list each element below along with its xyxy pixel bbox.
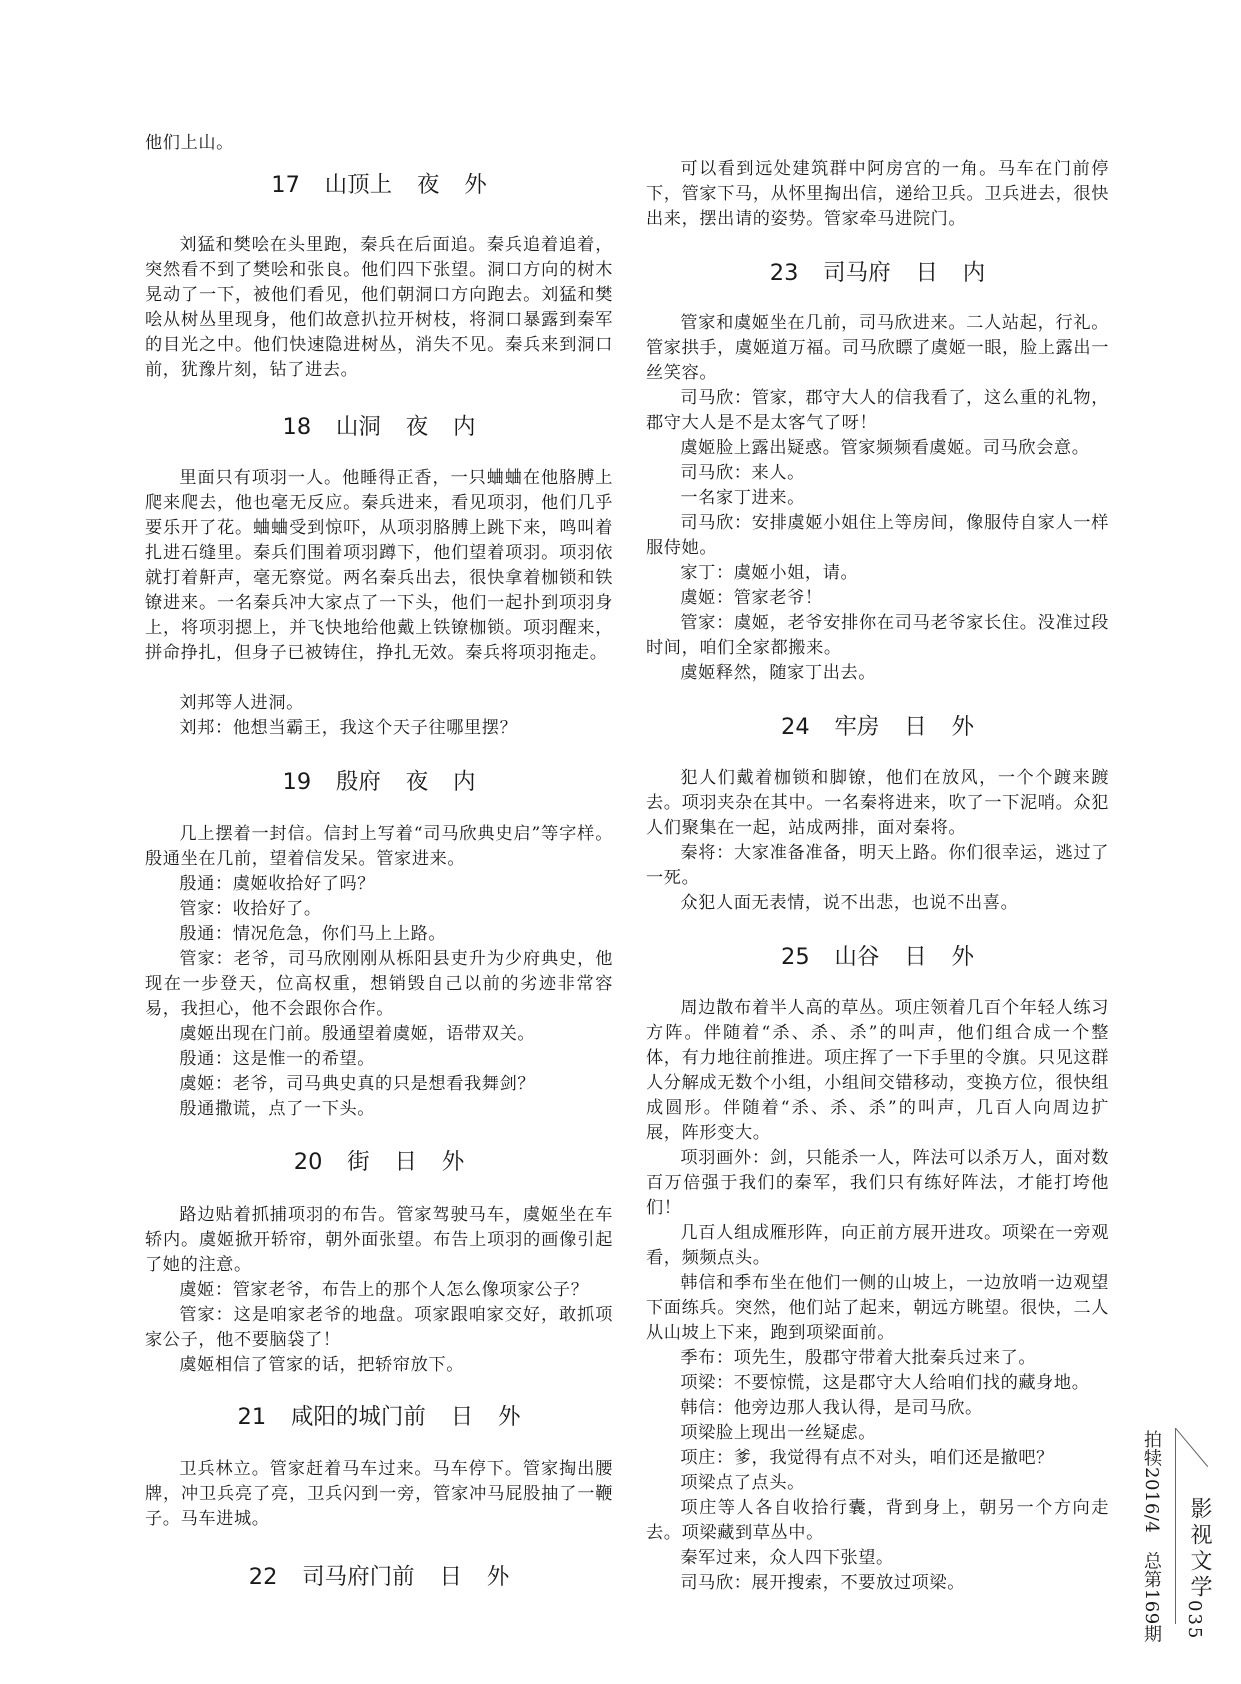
scene-interior-exterior: 外 (441, 1149, 465, 1175)
scene-place: 山洞 (335, 414, 381, 440)
paragraph: 管家和虞姬坐在几前，司马欣进来。二人站起，行礼。管家拱手，虞姬道万福。司马欣瞟了虞姬一眼，脸上露出一丝笑容。 (646, 313, 1109, 383)
scene-time: 夜 (405, 769, 429, 795)
paragraph: 他们上山。 (145, 133, 234, 153)
scene-number: 22 (248, 1564, 278, 1590)
paragraph: 项羽画外：剑，只能杀一人，阵法可以杀万人，面对数百万倍强于我们的秦军，我们只有练好阵法，才能打垮他们！ (646, 1148, 1109, 1218)
paragraph: 一名家丁进来。 (680, 488, 805, 508)
paragraph: 司马欣：安排虞姬小姐住上等房间，像服侍自家人一样服侍她。 (646, 513, 1109, 558)
paragraph: 虞姬释然，随家丁出去。 (680, 663, 877, 683)
scene-interior-exterior: 外 (486, 1564, 510, 1590)
paragraph: 殷通：虞姬收拾好了吗？ (179, 874, 376, 894)
scene-number: 20 (293, 1149, 323, 1175)
paragraph: 刘邦：他想当霸王，我这个天子往哪里摆？ (179, 718, 518, 738)
paragraph: 里面只有项羽一人。他睡得正香，一只蛐蛐在他胳膊上爬来爬去，他也毫无反应。秦兵进来，看见项羽，他们几乎要乐开了花。蛐蛐受到惊吓，从项羽胳膊上跳下来，鸣叫着扎进石缝里。秦兵们围着项羽蹲下，他们望着项羽。项羽依就打着鼾声，毫无察觉。两名秦兵出去，很快拿着枷锁和铁镣进来。一名秦兵冲大家点了一下头，他们一起扑到项羽身上，将项羽摁上，并飞快地给他戴上铁镣枷锁。项羽醒来，拼命挣扎，但身子已被铸住，挣扎无效。秦兵将项羽拖走。 (145, 468, 613, 663)
paragraph: 几上摆着一封信。信封上写着“司马欣典史启”等字样。殷通坐在几前，望着信发呆。管家进来。 (145, 824, 613, 869)
scene-time: 日 (394, 1149, 417, 1175)
page-number: 035 (1184, 1600, 1205, 1641)
paragraph: 殷通撒谎，点了一下头。 (179, 1099, 376, 1119)
paragraph: 韩信和季布坐在他们一侧的山坡上，一边放哨一边观望下面练兵。突然，他们站了起来，朝远方眺望。很快，二人从山坡上下来，跑到项梁面前。 (646, 1273, 1109, 1343)
paragraph: 虞姬：管家老爷！ (680, 588, 823, 608)
paragraph: 犯人们戴着枷锁和脚镣，他们在放风，一个个踱来踱去。项羽夹杂在其中。一名秦将进来，吹了一下泥哨。众犯人们聚集在一起，站成两排，面对秦将。 (646, 768, 1109, 838)
paragraph: 项梁点了点头。 (680, 1473, 805, 1493)
scene-number: 17 (271, 172, 300, 198)
paragraph: 项庄等人各自收拾行囊，背到身上，朝另一个方向走去。项梁藏到草丛中。 (646, 1498, 1109, 1543)
scene-interior-exterior: 内 (452, 414, 476, 440)
scene-number: 23 (769, 260, 799, 286)
scene-interior-exterior: 内 (962, 260, 986, 286)
scene-time: 日 (915, 260, 938, 286)
paragraph: 殷通：这是惟一的希望。 (179, 1049, 376, 1069)
paragraph: 刘邦等人进洞。 (179, 693, 304, 713)
paragraph: 项梁：不要惊慌，这是郡守大人给咱们找的藏身地。 (680, 1373, 1090, 1393)
paragraph: 秦将：大家准备准备，明天上路。你们很幸运，逃过了一死。 (646, 843, 1109, 888)
paragraph: 管家：虞姬，老爷安排你在司马老爷家长住。没准过段时间，咱们全家都搬来。 (646, 613, 1109, 658)
scene-heading-24 (646, 712, 1109, 742)
scene-place: 司马府 (823, 260, 891, 286)
paragraph: 卫兵林立。管家赶着马车过来。马车停下。管家掏出腰牌，冲卫兵亮了亮，卫兵闪到一旁，管家冲马屁股抽了一鞭子。马车进城。 (145, 1459, 613, 1529)
scene-heading-25 (646, 942, 1109, 972)
scene-time: 夜 (405, 414, 429, 440)
paragraph: 刘猛和樊哙在头里跑，秦兵在后面追。秦兵追着追着，突然看不到了樊哙和张良。他们四下张望。洞口方向的树木晃动了一下，被他们看见，他们朝洞口方向跑去。刘猛和樊哙从树丛里现身，他们故意扒拉开树枝，将洞口暴露到秦军的目光之中。他们快速隐进树丛，消失不见。秦兵来到洞口前，犹豫片刻，钻了进去。 (145, 235, 613, 380)
paragraph: 项梁脸上现出一丝疑虑。 (680, 1423, 877, 1443)
scene-place: 街 (347, 1149, 370, 1175)
scene-place: 殷府 (335, 769, 381, 795)
scene-time: 日 (439, 1564, 462, 1590)
scene-time: 日 (904, 714, 927, 740)
issue-info: 拍犊2016/4 总第169期 (1141, 1430, 1162, 1644)
scene-interior-exterior: 外 (951, 944, 974, 970)
paragraph: 管家：收拾好了。 (179, 899, 322, 919)
paragraph: 管家：这是咱家老爷的地盘。项家跟咱家交好，敢抓项家公子，他不要脑袋了！ (145, 1305, 613, 1350)
scene-heading-22 (145, 1562, 613, 1592)
scene-place: 山谷 (834, 944, 880, 970)
paragraph: 韩信：他旁边那人我认得，是司马欣。 (680, 1398, 983, 1418)
paragraph: 虞姬：老爷，司马典史真的只是想看我舞剑？ (179, 1074, 536, 1094)
paragraph: 司马欣：来人。 (680, 463, 805, 483)
paragraph: 路边贴着抓捕项羽的布告。管家驾驶马车，虞姬坐在车轿内。虞姬掀开轿帘，朝外面张望。布告上项羽的画像引起了她的注意。 (145, 1205, 613, 1275)
scene-number: 18 (282, 414, 312, 440)
paragraph: 司马欣：管家，郡守大人的信我看了，这么重的礼物，郡守大人是不是太客气了呀！ (646, 388, 1109, 433)
paragraph: 可以看到远处建筑群中阿房宫的一角。马车在门前停下，管家下马，从怀里掏出信，递给卫兵。卫兵进去，很快出来，摆出请的姿势。管家牵马进院门。 (646, 159, 1109, 229)
scene-time: 夜 (416, 172, 440, 198)
paragraph: 司马欣：展开搜索，不要放过项梁。 (680, 1573, 965, 1593)
paragraph: 季布：项先生，殷郡守带着大批秦兵过来了。 (680, 1348, 1037, 1368)
magazine-title: 影视文学 (1187, 1497, 1212, 1601)
scene-number: 21 (237, 1404, 267, 1430)
paragraph: 项庄：爹，我觉得有点不对头，咱们还是撤吧？ (680, 1448, 1054, 1468)
scene-heading-19 (145, 767, 613, 797)
paragraph: 虞姬出现在门前。殷通望着虞姬，语带双关。 (179, 1024, 536, 1044)
scene-number: 24 (781, 714, 810, 740)
scene-heading-18 (145, 412, 613, 442)
paragraph: 家丁：虞姬小姐，请。 (680, 563, 859, 583)
scene-interior-exterior: 外 (497, 1404, 521, 1430)
paragraph: 几百人组成雁形阵，向正前方展开进攻。项梁在一旁观看，频频点头。 (646, 1223, 1109, 1268)
paragraph: 虞姬：管家老爷，布告上的那个人怎么像项家公子？ (179, 1280, 589, 1300)
paragraph: 管家：老爷，司马欣刚刚从栎阳县吏升为少府典史，他现在一步登天，位高权重，想销毁自己以前的劣迹非常容易，我担心，他不会跟你合作。 (145, 949, 613, 1019)
paragraph: 虞姬相信了管家的话，把轿帘放下。 (179, 1355, 464, 1375)
paragraph: 虞姬脸上露出疑惑。管家频频看虞姬。司马欣会意。 (680, 438, 1090, 458)
scene-heading-20 (145, 1147, 613, 1177)
paragraph: 周边散布着半人高的草丛。项庄领着几百个年轻人练习方阵。伴随着“杀、杀、杀”的叫声，他们组合成一个整体，有力地往前推进。项庄挥了一下手里的令旗。只见这群人分解成无数个小组，小组间交错移动，变换方位，很快组成圆形。伴随着“杀、杀、杀”的叫声，几百人向周边扩展，阵形变大。 (646, 998, 1109, 1143)
paragraph: 秦军过来，众人四下张望。 (680, 1548, 894, 1568)
scene-place: 司马府门前 (302, 1564, 415, 1590)
scene-number: 19 (282, 769, 312, 795)
paragraph: 众犯人面无表情，说不出悲，也说不出喜。 (680, 893, 1019, 913)
scene-place: 咸阳的城门前 (290, 1404, 426, 1430)
scene-heading-17 (145, 170, 613, 200)
scene-interior-exterior: 外 (464, 172, 487, 198)
scene-place: 山顶上 (324, 172, 393, 198)
folio-divider (1175, 1428, 1176, 1624)
scene-place: 牢房 (834, 714, 880, 740)
scene-heading-23 (646, 258, 1109, 288)
scene-interior-exterior: 内 (452, 769, 476, 795)
scene-interior-exterior: 外 (951, 714, 974, 740)
paragraph: 殷通：情况危急，你们马上上路。 (179, 924, 447, 944)
scene-heading-21 (145, 1402, 613, 1432)
scene-time: 日 (450, 1404, 474, 1430)
scene-number: 25 (781, 944, 810, 970)
scene-time: 日 (904, 944, 927, 970)
